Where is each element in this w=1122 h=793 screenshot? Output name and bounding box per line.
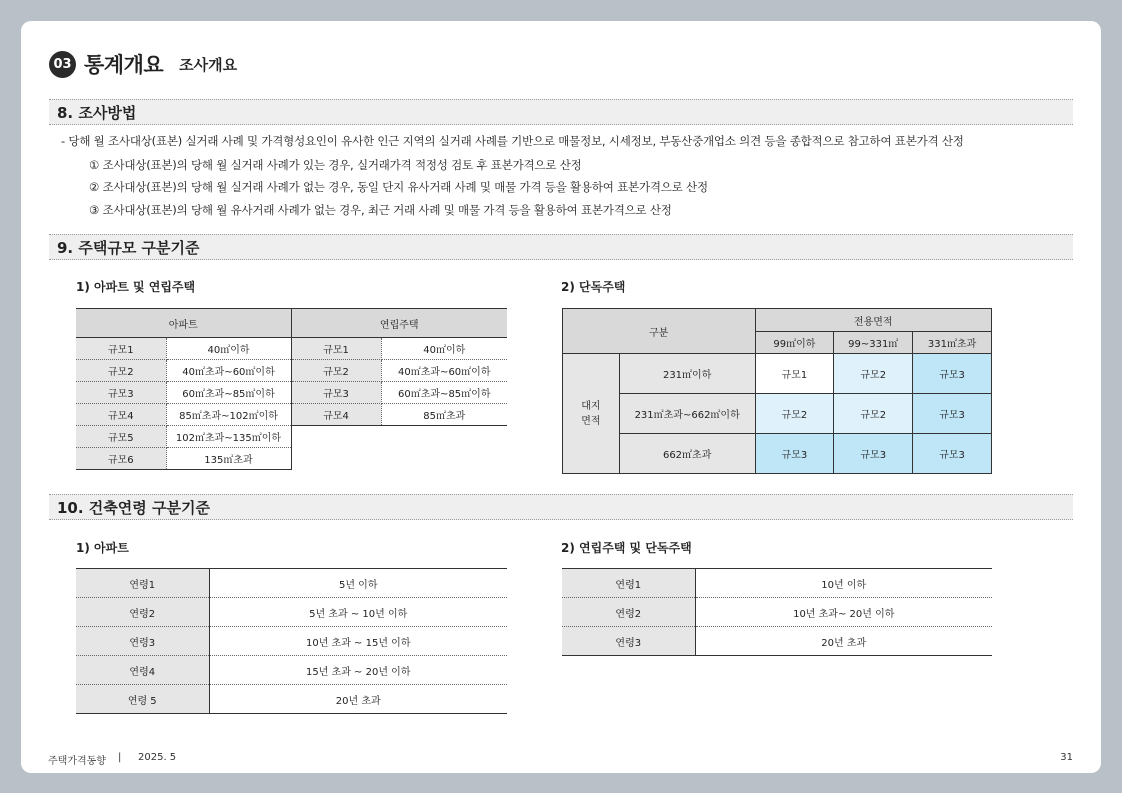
age-range: 10년 이하 bbox=[695, 569, 992, 598]
size-range: 135㎡초과 bbox=[166, 448, 291, 470]
table-row bbox=[563, 394, 992, 434]
apt-column-header: 아파트 bbox=[76, 309, 291, 338]
chapter-title: 통계개요 bbox=[84, 53, 164, 77]
age-range: 10년 초과 ~ 15년 이하 bbox=[209, 627, 507, 656]
apt-rowhouse-size-table bbox=[76, 308, 507, 470]
table-row bbox=[562, 569, 992, 598]
size-range: 102㎡초과~135㎡이하 bbox=[166, 426, 291, 448]
size-label: 규모3 bbox=[291, 382, 381, 404]
table-row bbox=[563, 354, 992, 394]
apt-age-subtitle: 1) 아파트 bbox=[76, 541, 129, 555]
land-area-label bbox=[563, 354, 620, 474]
size-label: 규모1 bbox=[291, 338, 381, 360]
footer-separator: | bbox=[118, 752, 122, 763]
size-cell: 규모3 bbox=[755, 434, 834, 474]
size-cell: 규모2 bbox=[834, 394, 913, 434]
table-row bbox=[76, 360, 507, 382]
section-10-bar bbox=[49, 494, 1073, 520]
table-row bbox=[76, 448, 507, 470]
age-range: 10년 초과~ 20년 이하 bbox=[695, 598, 992, 627]
size-cell: 규모3 bbox=[913, 394, 992, 434]
footer-date: 2025. 5 bbox=[138, 752, 177, 763]
size-range: 85㎡초과~102㎡이하 bbox=[166, 404, 291, 426]
age-label: 연령2 bbox=[76, 598, 209, 627]
land-range: 662㎡초과 bbox=[619, 434, 755, 474]
table-row bbox=[563, 434, 992, 474]
size-label: 규모2 bbox=[291, 360, 381, 382]
section-8-title: 8. 조사방법 bbox=[57, 103, 137, 122]
table-row bbox=[76, 404, 507, 426]
size-label: 규모5 bbox=[76, 426, 166, 448]
table-row bbox=[76, 338, 507, 360]
size-cell: 규모3 bbox=[913, 434, 992, 474]
age-range: 5년 이하 bbox=[209, 569, 507, 598]
method-case-2: ② 조사대상(표본)의 당해 월 실거래 사례가 없는 경우, 동일 단지 유사거래 사례 및 매물 가격 등을 활용하여 표본가격으로 산정 bbox=[89, 180, 708, 194]
size-range: 60㎡초과~85㎡이하 bbox=[381, 382, 507, 404]
size-label: 규모3 bbox=[76, 382, 166, 404]
area-column-header: 99㎡이하 bbox=[755, 332, 834, 354]
size-range: 60㎡초과~85㎡이하 bbox=[166, 382, 291, 404]
chapter-subtitle: 조사개요 bbox=[179, 55, 238, 74]
age-label: 연령3 bbox=[562, 627, 695, 656]
detached-size-table bbox=[562, 308, 992, 474]
page bbox=[21, 21, 1101, 773]
rowhouse-column-header: 연립주택 bbox=[291, 309, 507, 338]
table-row bbox=[76, 382, 507, 404]
page-number: 31 bbox=[1060, 752, 1073, 763]
size-label: 규모4 bbox=[291, 404, 381, 426]
table-row bbox=[76, 656, 507, 685]
table-row bbox=[562, 627, 992, 656]
age-label: 연령1 bbox=[562, 569, 695, 598]
size-cell: 규모2 bbox=[755, 394, 834, 434]
size-label: 규모6 bbox=[76, 448, 166, 470]
size-label: 규모4 bbox=[76, 404, 166, 426]
land-range: 231㎡이하 bbox=[619, 354, 755, 394]
age-range: 5년 초과 ~ 10년 이하 bbox=[209, 598, 507, 627]
land-range: 231㎡초과~662㎡이하 bbox=[619, 394, 755, 434]
age-label: 연령 5 bbox=[76, 685, 209, 714]
corner-header: 구분 bbox=[563, 309, 756, 354]
size-label: 규모2 bbox=[76, 360, 166, 382]
table-row bbox=[76, 426, 507, 448]
land-area-label-line1: 대지 bbox=[581, 400, 601, 412]
table-row bbox=[76, 598, 507, 627]
section-8-bar bbox=[49, 99, 1073, 125]
area-column-header: 99~331㎡ bbox=[834, 332, 913, 354]
exclusive-area-header: 전용면적 bbox=[755, 309, 992, 332]
age-range: 20년 초과 bbox=[209, 685, 507, 714]
area-column-header: 331㎡초과 bbox=[913, 332, 992, 354]
method-text: - 당해 월 조사대상(표본) 실거래 사례 및 가격형성요인이 유사한 인근 지역의 실거래 사례를 기반으로 매물정보, 시세정보, 부동산중개업소 의견 등을 종합적으로 참고하여 표본가격 산정 bbox=[61, 134, 964, 148]
table-row bbox=[76, 569, 507, 598]
apt-age-table bbox=[76, 568, 507, 714]
other-age-subtitle: 2) 연립주택 및 단독주택 bbox=[561, 541, 692, 555]
age-range: 20년 초과 bbox=[695, 627, 992, 656]
size-range: 40㎡이하 bbox=[166, 338, 291, 360]
other-age-table bbox=[562, 568, 992, 656]
age-label: 연령3 bbox=[76, 627, 209, 656]
size-cell: 규모1 bbox=[755, 354, 834, 394]
age-label: 연령4 bbox=[76, 656, 209, 685]
detached-size-subtitle: 2) 단독주택 bbox=[561, 280, 626, 294]
apt-size-subtitle: 1) 아파트 및 연립주택 bbox=[76, 280, 196, 294]
size-range: 40㎡초과~60㎡이하 bbox=[381, 360, 507, 382]
size-range: 85㎡초과 bbox=[381, 404, 507, 426]
table-row bbox=[76, 685, 507, 714]
table-row bbox=[76, 627, 507, 656]
size-range: 40㎡초과~60㎡이하 bbox=[166, 360, 291, 382]
section-9-title: 9. 주택규모 구분기준 bbox=[57, 238, 200, 257]
section-10-title: 10. 건축연령 구분기준 bbox=[57, 498, 210, 517]
age-label: 연령1 bbox=[76, 569, 209, 598]
section-9-bar bbox=[49, 234, 1073, 260]
chapter-badge: 03 bbox=[49, 51, 76, 78]
age-range: 15년 초과 ~ 20년 이하 bbox=[209, 656, 507, 685]
age-label: 연령2 bbox=[562, 598, 695, 627]
page-header bbox=[49, 49, 237, 79]
land-area-label-line2: 면적 bbox=[581, 415, 601, 427]
method-case-1: ① 조사대상(표본)의 당해 월 실거래 사례가 있는 경우, 실거래가격 적정성 검토 후 표본가격으로 산정 bbox=[89, 158, 582, 172]
size-cell: 규모3 bbox=[913, 354, 992, 394]
footer-publication: 주택가격동향 bbox=[48, 756, 106, 767]
size-cell: 규모3 bbox=[834, 434, 913, 474]
table-row bbox=[562, 598, 992, 627]
method-case-3: ③ 조사대상(표본)의 당해 월 유사거래 사례가 없는 경우, 최근 거래 사례 및 매물 가격 등을 활용하여 표본가격으로 산정 bbox=[89, 203, 672, 217]
size-range: 40㎡이하 bbox=[381, 338, 507, 360]
size-label: 규모1 bbox=[76, 338, 166, 360]
size-cell: 규모2 bbox=[834, 354, 913, 394]
